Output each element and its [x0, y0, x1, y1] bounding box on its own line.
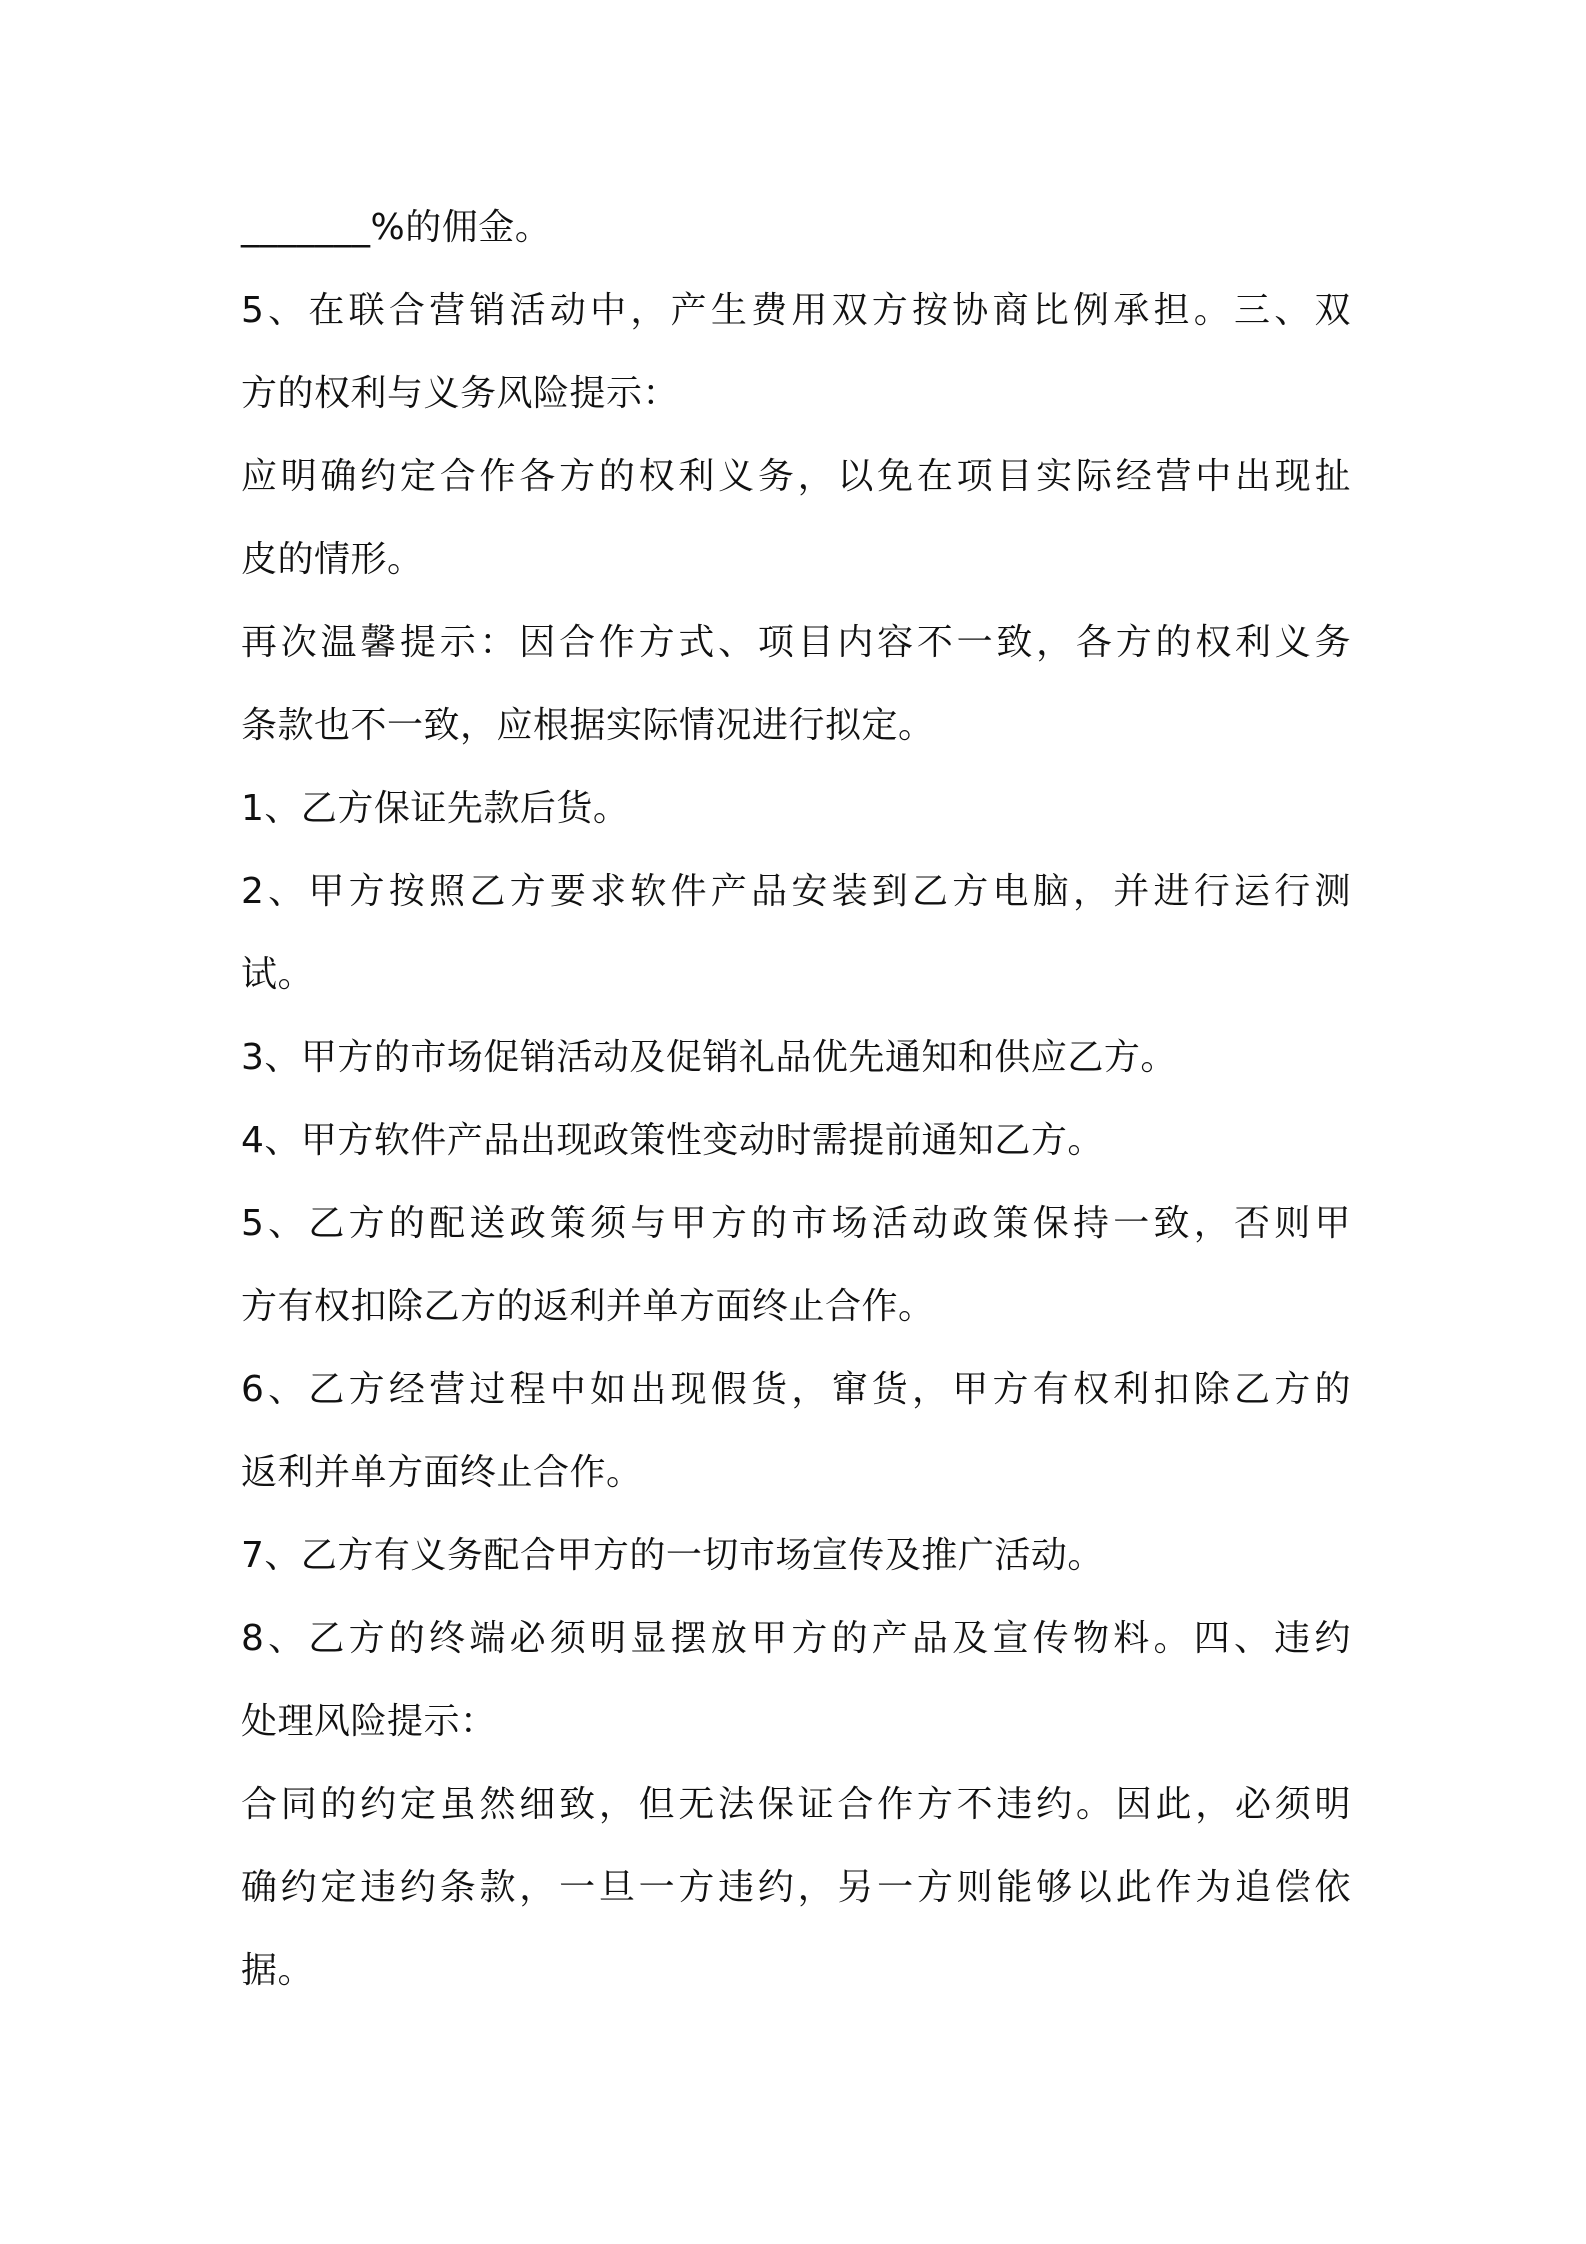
- text-line-item-7: 7、乙方有义务配合甲方的一切市场宣传及推广活动。: [241, 1535, 1104, 1576]
- text-line-item-5: 5、乙方的配送政策须与甲方的市场活动政策保持一致，否则甲: [241, 1203, 1351, 1244]
- text-line-rights-duties-note-cont: 皮的情形。: [241, 539, 424, 580]
- text-line-item-2-cont: 试。: [241, 954, 315, 995]
- text-line-item-2: 2、甲方按照乙方要求软件产品安装到乙方电脑，并进行运行测: [241, 871, 1351, 912]
- text-line-item-8: 8、乙方的终端必须明显摆放甲方的产品及宣传物料。四、违约: [241, 1618, 1351, 1659]
- text-line-item-6: 6、乙方经营过程中如出现假货，窜货，甲方有权利扣除乙方的: [241, 1369, 1351, 1410]
- text-line-reminder-cont: 条款也不一致，应根据实际情况进行拟定。: [241, 705, 935, 746]
- text-line-rights-duties-note: 应明确约定合作各方的权利义务，以免在项目实际经营中出现扯: [241, 456, 1351, 497]
- text-line-breach-note-cont: 确约定违约条款，一旦一方违约，另一方则能够以此作为追偿依: [241, 1867, 1351, 1908]
- text-line-reminder: 再次温馨提示：因合作方式、项目内容不一致，各方的权利义务: [241, 622, 1351, 663]
- text-line-joint-marketing: 5、在联合营销活动中，产生费用双方按协商比例承担。三、双: [241, 290, 1351, 331]
- text-line-item-5-cont: 方有权扣除乙方的返利并单方面终止合作。: [241, 1286, 935, 1327]
- text-line-commission: _______%的佣金。: [241, 207, 552, 248]
- text-line-item-3: 3、甲方的市场促销活动及促销礼品优先通知和供应乙方。: [241, 1037, 1177, 1078]
- text-line-item-4: 4、甲方软件产品出现政策性变动时需提前通知乙方。: [241, 1120, 1104, 1161]
- text-line-breach-note-end: 据。: [241, 1950, 315, 1991]
- text-line-breach-note: 合同的约定虽然细致，但无法保证合作方不违约。因此，必须明: [241, 1784, 1351, 1825]
- text-line-section-4-heading: 处理风险提示：: [241, 1701, 497, 1742]
- text-line-section-3-heading: 方的权利与义务风险提示：: [241, 373, 680, 414]
- text-line-item-1: 1、乙方保证先款后货。: [241, 788, 630, 829]
- text-line-item-6-cont: 返利并单方面终止合作。: [241, 1452, 643, 1493]
